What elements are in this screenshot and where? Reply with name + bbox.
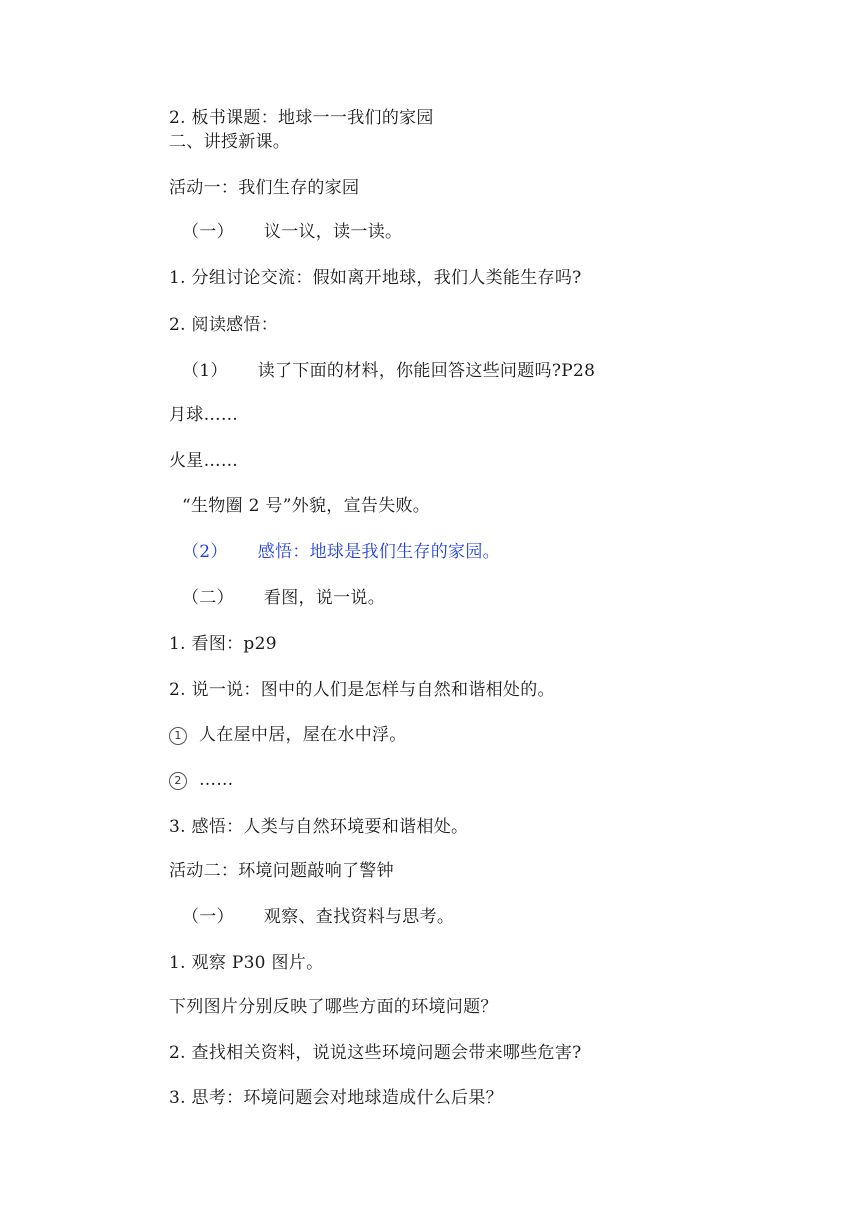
item-insight: 3. 感悟：人类与自然环境要和谐相处。 <box>169 817 469 837</box>
circled-item-two-text: …… <box>199 770 234 790</box>
subitem-two-highlight <box>182 541 500 563</box>
item-reading: 2. 阅读感悟： <box>169 315 279 335</box>
circled-item-two <box>169 769 234 791</box>
subsection-two-number: （二） <box>182 588 234 608</box>
lesson-title-line: 2. 板书课题：地球一一我们的家园 <box>169 108 434 128</box>
material-moon: 月球…… <box>169 405 239 425</box>
subitem-two-number: （2） <box>182 542 228 562</box>
subsection-three-text: 观察、查找资料与思考。 <box>263 907 455 927</box>
subitem-one-number: （1） <box>182 361 228 381</box>
subsection-one <box>182 221 402 243</box>
subsection-three-number: （一） <box>182 907 234 927</box>
material-biosphere: “生物圈 2 号”外貌，宣告失败。 <box>182 496 431 516</box>
subsection-one-text: 议一议，读一读。 <box>263 222 403 242</box>
item-talk: 2. 说一说：图中的人们是怎样与自然和谐相处的。 <box>169 680 555 700</box>
subsection-three <box>182 906 454 928</box>
subsection-two <box>182 587 385 609</box>
item-discussion: 1. 分组讨论交流：假如离开地球，我们人类能生存吗? <box>169 268 582 288</box>
subsection-one-number: （一） <box>182 222 234 242</box>
activity-two-heading: 活动二：环境问题敲响了警钟 <box>169 861 394 881</box>
item-observe: 1. 观察 P30 图片。 <box>169 953 324 973</box>
activity-one-heading: 活动一：我们生存的家园 <box>169 178 360 198</box>
subsection-two-text: 看图，说一说。 <box>263 588 386 608</box>
subitem-one-text: 读了下面的材料，你能回答这些问题吗?P28 <box>257 361 596 381</box>
circled-item-one-text: 人在屋中居，屋在水中浮。 <box>199 725 407 745</box>
item-research: 2. 查找相关资料，说说这些环境问题会带来哪些危害? <box>169 1043 582 1063</box>
subitem-one <box>182 360 595 382</box>
item-think: 3. 思考：环境问题会对地球造成什么后果？ <box>169 1088 503 1108</box>
section-heading: 二、讲授新课。 <box>169 132 291 152</box>
question-images: 下列图片分别反映了哪些方面的环境问题？ <box>169 997 498 1017</box>
circled-number-one: 1 <box>169 727 187 745</box>
item-look: 1. 看图：p29 <box>169 634 277 654</box>
material-mars: 火星…… <box>169 451 239 471</box>
subitem-two-text: 感悟：地球是我们生存的家园。 <box>257 542 500 562</box>
circled-number-two: 2 <box>169 772 187 790</box>
circled-item-one <box>169 724 407 746</box>
